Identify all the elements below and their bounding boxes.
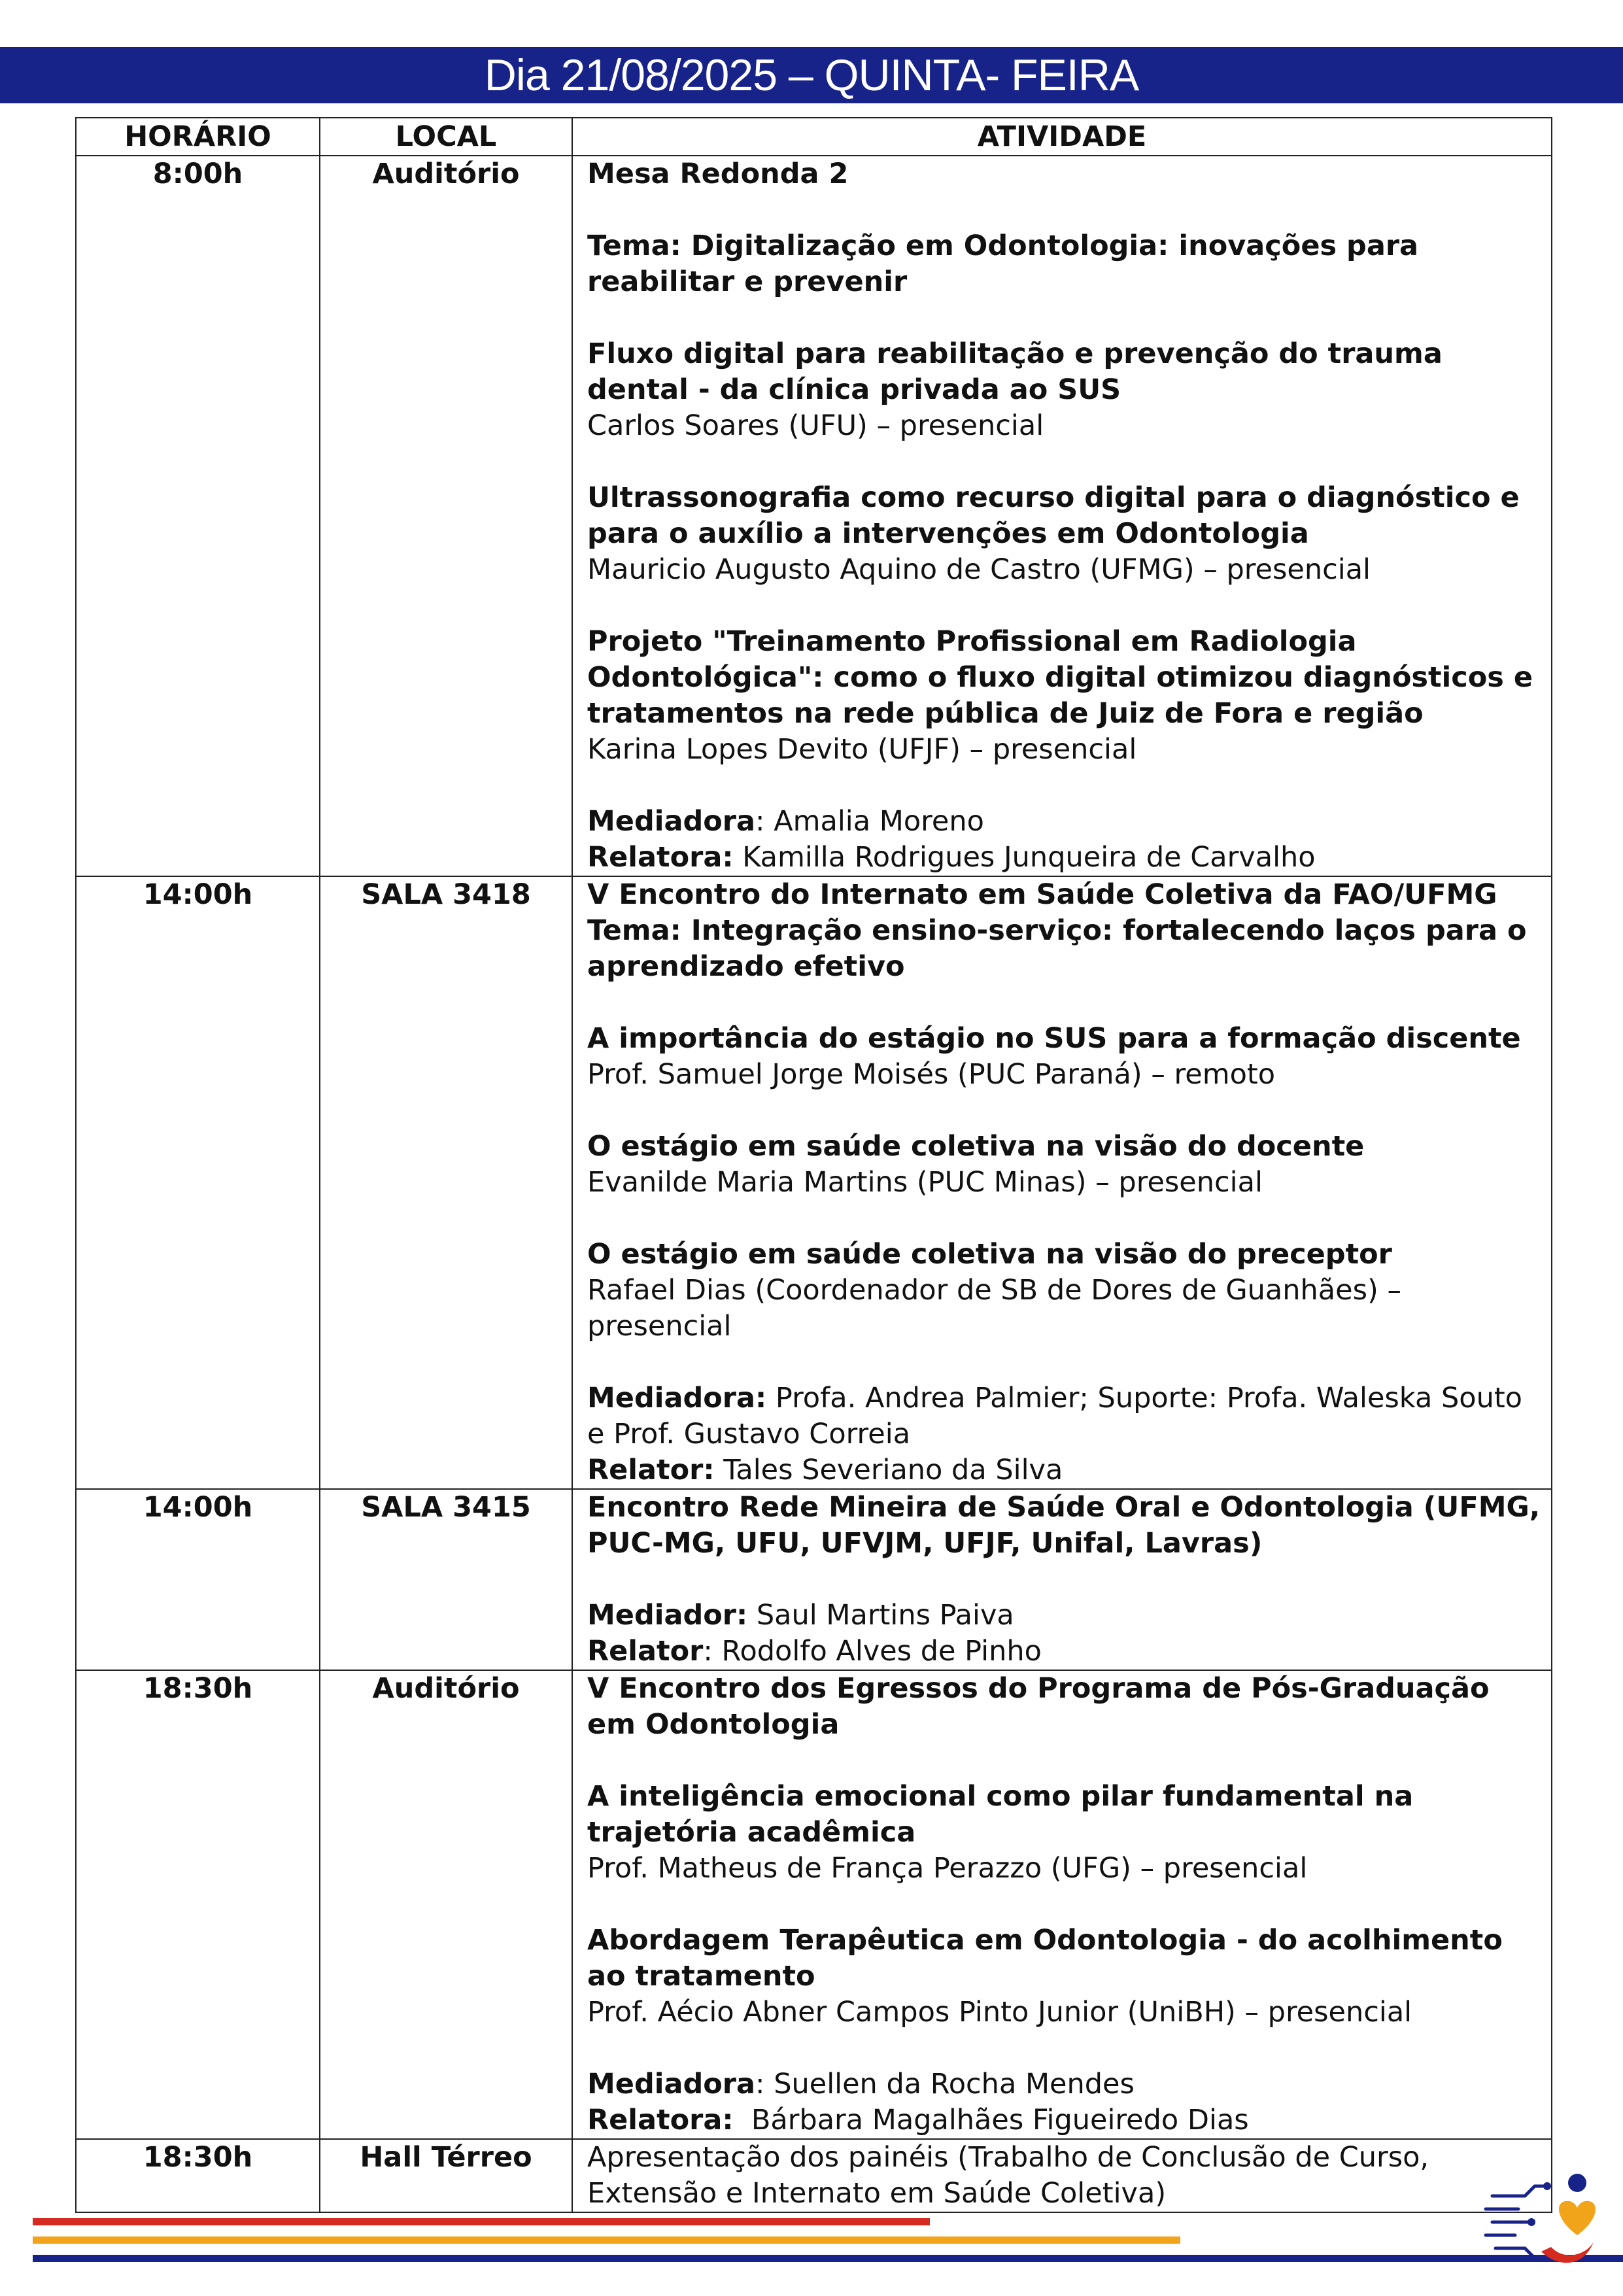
activity-cell (572, 876, 1552, 1489)
reporter-line (587, 1634, 1543, 1670)
mediator-line (587, 2066, 1543, 2102)
footer-bar-orange (33, 2236, 1180, 2244)
reporter-label: Relatora: (587, 841, 734, 874)
page-title-banner: Dia 21/08/2025 – QUINTA- FEIRA (0, 47, 1623, 103)
activity-theme: Tema: Integração ensino-serviço: fortalecendo laços para o aprendizado efetivo (587, 914, 1527, 983)
activity-title: Mesa Redonda 2 (587, 158, 849, 190)
footer-bar-red (33, 2218, 930, 2225)
column-header-place: LOCAL (320, 118, 572, 156)
talk-speaker: Carlos Soares (UFU) – presencial (587, 409, 1044, 442)
reporter-name: Bárbara Magalhães Figueiredo Dias (733, 2104, 1249, 2136)
talk-speaker: Karina Lopes Devito (UFJF) – presencial (587, 733, 1137, 766)
activity-title: V Encontro do Internato em Saúde Coletiva da FAO/UFMG (587, 878, 1497, 911)
reporter-line (587, 2102, 1543, 2138)
reporter-line (587, 840, 1543, 876)
mediator-name: : Amalia Moreno (755, 805, 984, 838)
reporter-label: Relatora: (587, 2104, 734, 2136)
reporter-name: Kamilla Rodrigues Junqueira de Carvalho (733, 841, 1316, 874)
schedule-table (75, 117, 1552, 2213)
reporter-label: Relator (587, 1635, 704, 1668)
table-header-row (76, 118, 1552, 156)
activity-description: Apresentação dos painéis (Trabalho de Conclusão de Curso, Extensão e Internato em Saúde Coletiva) (587, 2141, 1429, 2210)
talk-title: Fluxo digital para reabilitação e prevenção do trauma dental - da clínica privada ao SUS (587, 337, 1443, 406)
time-cell: 14:00h (76, 1489, 320, 1670)
mediator-label: Mediadora (587, 2068, 756, 2100)
talk-speaker: Prof. Matheus de França Perazzo (UFG) – presencial (587, 1852, 1308, 1885)
mediator-line (587, 1598, 1543, 1634)
talk-speaker: Mauricio Augusto Aquino de Castro (UFMG) – presencial (587, 553, 1371, 586)
reporter-name: : Rodolfo Alves de Pinho (703, 1635, 1042, 1668)
talk-speaker: Prof. Aécio Abner Campos Pinto Junior (UniBH) – presencial (587, 1996, 1412, 2029)
time-cell: 14:00h (76, 876, 320, 1489)
table-row (76, 156, 1552, 876)
activity-cell (572, 2139, 1552, 2212)
talk-title: Projeto "Treinamento Profissional em Radiologia Odontológica": como o fluxo digital otimizou diagnósticos e tratamentos na rede pública de Juiz de Fora e região (587, 625, 1533, 730)
table-row (76, 2139, 1552, 2212)
table-row (76, 1670, 1552, 2139)
column-header-activity: ATIVIDADE (572, 118, 1552, 156)
activity-title: Encontro Rede Mineira de Saúde Oral e Odontologia (UFMG, PUC-MG, UFU, UFVJM, UFJF, Unifal, Lavras) (587, 1491, 1541, 1560)
circuit-heart-logo-icon (1479, 2170, 1597, 2274)
reporter-label: Relator: (587, 1454, 715, 1486)
talk-title: O estágio em saúde coletiva na visão do preceptor (587, 1238, 1392, 1271)
table-row (76, 876, 1552, 1489)
mediator-name: Saul Martins Paiva (747, 1599, 1014, 1632)
place-cell: Auditório (320, 1670, 572, 2139)
talk-speaker: Prof. Samuel Jorge Moisés (PUC Paraná) – remoto (587, 1058, 1276, 1091)
mediator-line (587, 804, 1543, 840)
activity-title: V Encontro dos Egressos do Programa de Pós-Graduação em Odontologia (587, 1672, 1490, 1741)
activity-cell (572, 1489, 1552, 1670)
column-header-time: HORÁRIO (76, 118, 320, 156)
talk-speaker: Rafael Dias (Coordenador de SB de Dores de Guanhães) – presencial (587, 1274, 1401, 1343)
reporter-name: Tales Severiano da Silva (714, 1454, 1063, 1486)
place-cell: SALA 3415 (320, 1489, 572, 1670)
mediator-line (587, 1380, 1543, 1452)
talk-title: Abordagem Terapêutica em Odontologia - do acolhimento ao tratamento (587, 1924, 1503, 1993)
activity-cell (572, 156, 1552, 876)
mediator-label: Mediadora (587, 805, 756, 838)
place-cell: Auditório (320, 156, 572, 876)
place-cell: SALA 3418 (320, 876, 572, 1489)
talk-title: A importância do estágio no SUS para a formação discente (587, 1022, 1521, 1055)
time-cell: 8:00h (76, 156, 320, 876)
time-cell: 18:30h (76, 1670, 320, 2139)
mediator-label: Mediador: (587, 1599, 748, 1632)
talk-title: A inteligência emocional como pilar fundamental na trajetória acadêmica (587, 1780, 1414, 1849)
talk-speaker: Evanilde Maria Martins (PUC Minas) – presencial (587, 1166, 1263, 1199)
talk-title: Ultrassonografia como recurso digital para o diagnóstico e para o auxílio a intervenções em Odontologia (587, 481, 1520, 550)
mediator-name: Profa. Andrea Palmier; Suporte: Profa. Waleska Souto e Prof. Gustavo Correia (587, 1382, 1522, 1450)
mediator-label: Mediadora: (587, 1382, 767, 1414)
table-row (76, 1489, 1552, 1670)
activity-theme: Tema: Digitalização em Odontologia: inovações para reabilitar e prevenir (587, 230, 1419, 298)
reporter-line (587, 1452, 1543, 1488)
talk-title: O estágio em saúde coletiva na visão do docente (587, 1130, 1365, 1163)
footer-bar-blue (33, 2255, 1623, 2262)
mediator-name: : Suellen da Rocha Mendes (755, 2068, 1135, 2100)
activity-cell (572, 1670, 1552, 2139)
place-cell: Hall Térreo (320, 2139, 572, 2212)
time-cell: 18:30h (76, 2139, 320, 2212)
